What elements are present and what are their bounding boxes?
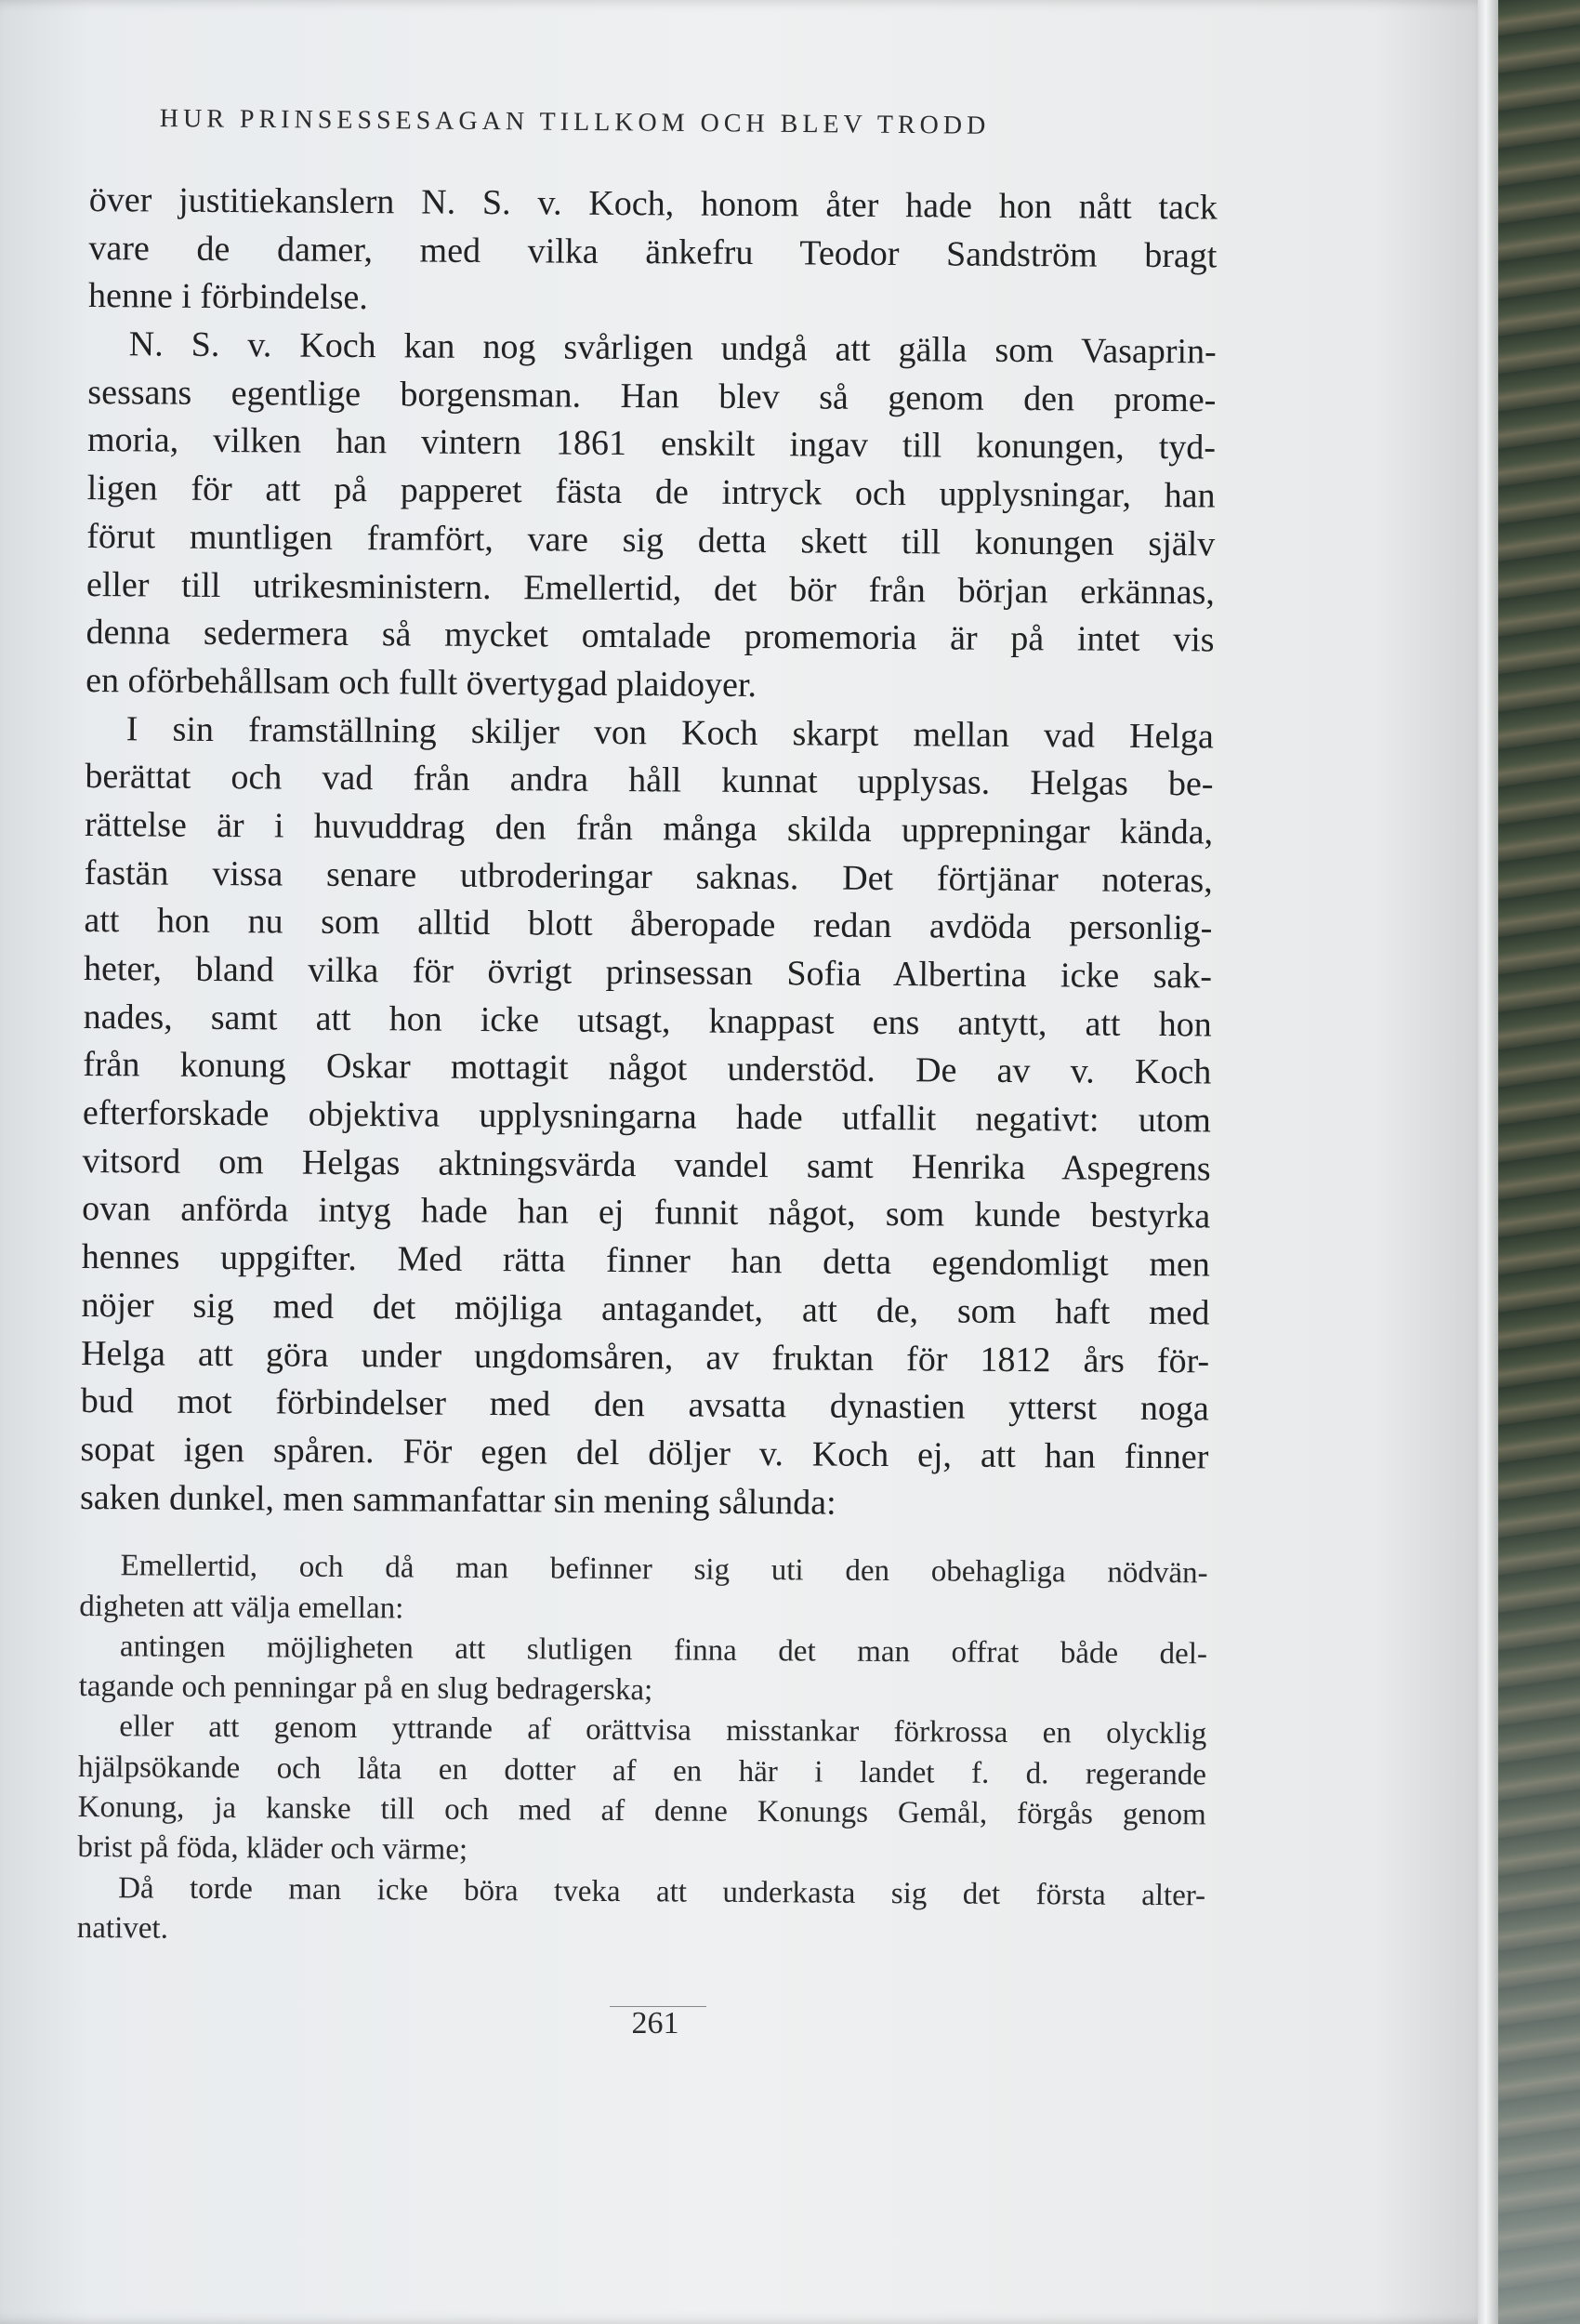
body-line: att hon nu som alltid blott åberopade redan avdöda personlig- bbox=[84, 901, 1213, 948]
body-line: över justitiekanslern N. S. v. Koch, honom åter hade hon nått tack bbox=[88, 179, 1218, 228]
body-line: sopat igen spåren. För egen del döljer v. Koch ej, att han finner bbox=[80, 1429, 1209, 1477]
body-line: fastän vissa senare utbroderingar saknas. Det förtjänar noteras, bbox=[84, 852, 1213, 901]
body-line: en oförbehållsam och fullt övertygad plaidoyer. bbox=[86, 660, 757, 705]
block-quote bbox=[77, 1546, 1208, 1956]
body-line: eller till utrikesministern. Emellertid, det bör från början erkännas, bbox=[86, 564, 1216, 612]
body-line: I sin framställning skiljer von Koch skarpt mellan vad Helga bbox=[125, 708, 1214, 757]
quote-line: antingen möjligheten att slutligen finna det man offrat både del- bbox=[119, 1630, 1208, 1671]
body-line: ovan anförda intyg hade han ej funnit något, som kunde bestyrka bbox=[82, 1189, 1211, 1236]
body-line: heter, bland vilka för övrigt prinsessan Sofia Albertina icke sak- bbox=[83, 948, 1213, 997]
body-line: vare de damer, med vilka änkefru Teodor Sandström bragt bbox=[88, 228, 1218, 276]
body-line: henne i förbindelse. bbox=[87, 276, 368, 318]
quote-line: brist på föda, kläder och värme; bbox=[77, 1830, 468, 1868]
page-text bbox=[77, 177, 1218, 1957]
body-line: ligen för att på papperet fästa de intryck och upplysningar, han bbox=[86, 469, 1216, 516]
page-edge bbox=[1478, 0, 1498, 2324]
quote-line: eller att genom yttrande af orättvisa misstankar förkrossa en olycklig bbox=[119, 1710, 1207, 1751]
body-line: N. S. v. Koch kan nog svårligen undgå att gälla som Vasaprin- bbox=[128, 324, 1217, 372]
quote-line: digheten att välja emellan: bbox=[79, 1589, 404, 1625]
book-binding-background bbox=[1487, 0, 1580, 2324]
body-line: sessans egentlige borgensman. Han blev så genom den prome- bbox=[87, 372, 1217, 420]
body-line: efterforskade objektiva upplysningarna hade utfallit negativt: utom bbox=[82, 1093, 1212, 1141]
body-line: rättelse är i huvuddrag den från många skilda upprepningar kända, bbox=[84, 804, 1214, 852]
quote-line: Då torde man icke böra tveka att underkasta sig det första alter- bbox=[118, 1870, 1206, 1913]
body-line: från konung Oskar mottagit något understöd. De av v. Koch bbox=[83, 1045, 1212, 1092]
running-header: HUR PRINSESSESAGAN TILLKOM OCH BLEV TRODD bbox=[159, 104, 991, 140]
body-line: saken dunkel, men sammanfattar sin mening sålunda: bbox=[79, 1477, 836, 1523]
body-line: nades, samt att hon icke utsagt, knappast ens antytt, att hon bbox=[83, 997, 1212, 1045]
body-line: denna sedermera så mycket omtalade promemoria är på intet vis bbox=[86, 613, 1215, 660]
quote-line: Emellertid, och då man befinner sig uti den obehagliga nödvän- bbox=[120, 1549, 1208, 1591]
quote-line: hjälpsökande och låta en dotter af en här i landet f. d. regerande bbox=[77, 1750, 1207, 1792]
page-number: 261 bbox=[631, 2006, 679, 2040]
body-line: vitsord om Helgas aktningsvärda vandel samt Henrika Aspegrens bbox=[82, 1141, 1211, 1189]
body-line: förut muntligen framfört, vare sig detta skett till konungen själv bbox=[86, 516, 1216, 564]
body-line: bud mot förbindelser med den avsatta dynastien ytterst noga bbox=[80, 1381, 1209, 1429]
quote-line: tagande och penningar på en slug bedragerska; bbox=[78, 1670, 653, 1708]
quote-line: Konung, ja kanske till och med af denne Konungs Gemål, förgås genom bbox=[77, 1789, 1206, 1832]
body-line: hennes uppgifter. Med rätta finner han detta egendomligt men bbox=[81, 1237, 1211, 1285]
quote-line: nativet. bbox=[76, 1910, 169, 1946]
body-line: berättat och vad från andra håll kunnat upplysas. Helgas be- bbox=[85, 757, 1214, 804]
body-line: moria, vilken han vintern 1861 enskilt ingav till konungen, tyd- bbox=[86, 420, 1217, 468]
body-line: nöjer sig med det möjliga antagandet, att de, som haft med bbox=[81, 1285, 1210, 1333]
body-line: Helga att göra under ungdomsåren, av fruktan för 1812 års för- bbox=[81, 1333, 1210, 1380]
